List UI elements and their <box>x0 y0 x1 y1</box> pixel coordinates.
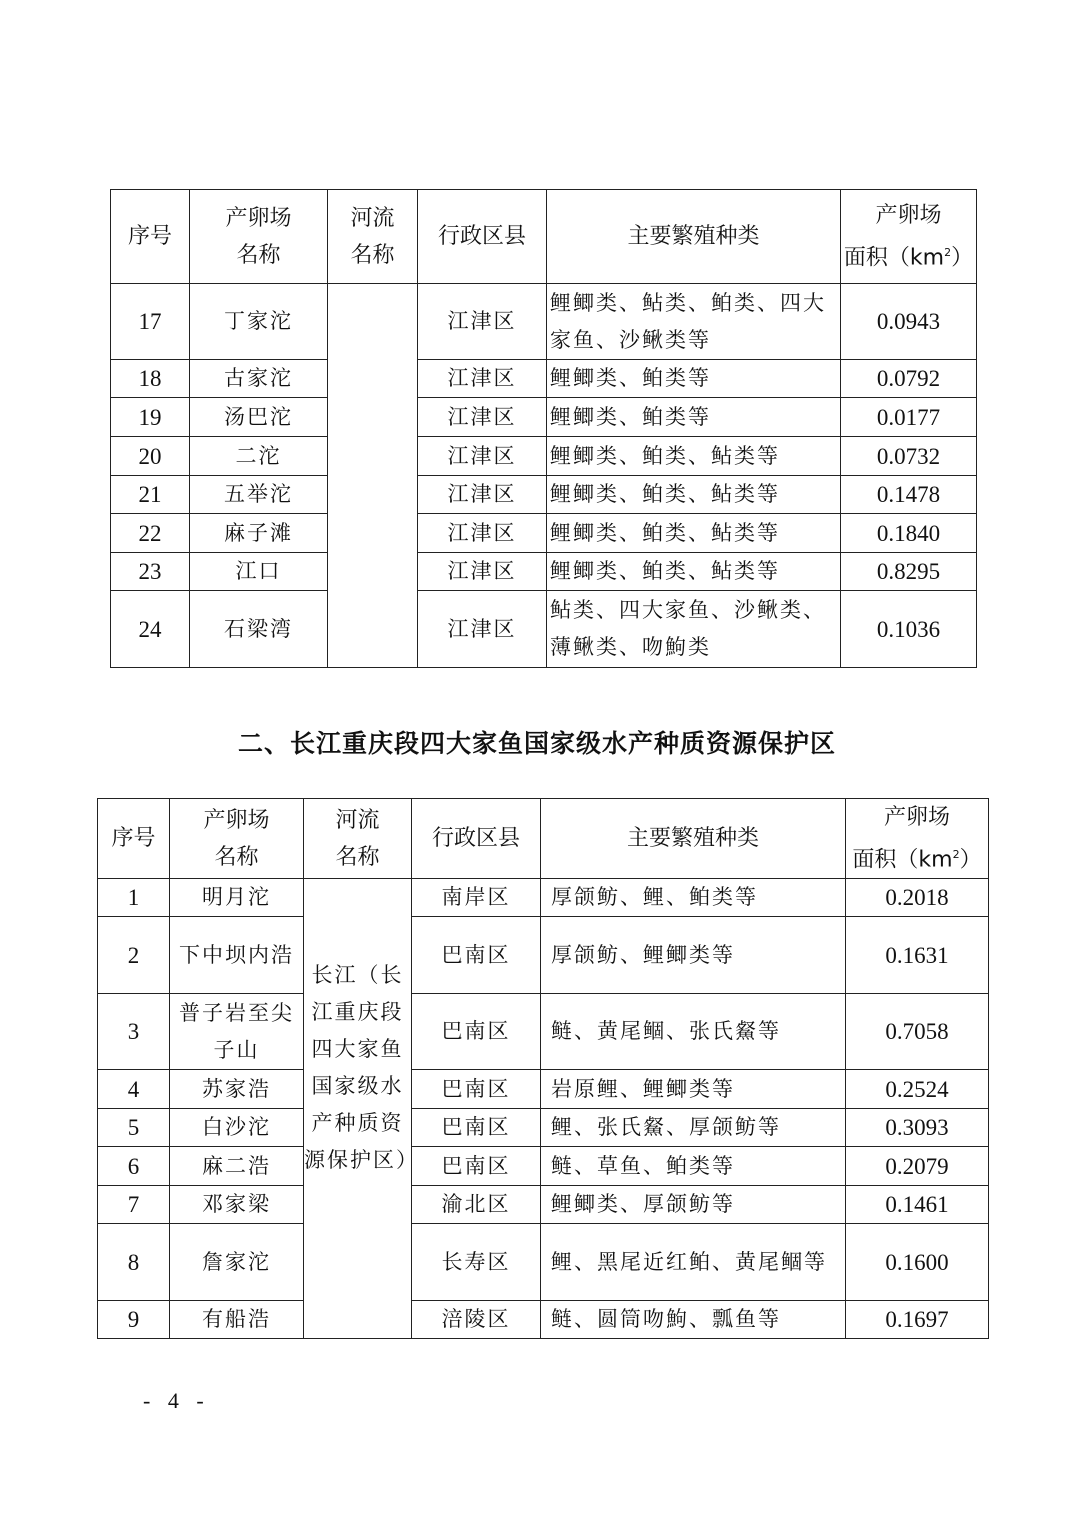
cell-species: 鲢、草鱼、鲌类等 <box>541 1147 846 1186</box>
cell-species: 鲤、张氏䱗、厚颌鲂等 <box>541 1109 846 1147</box>
cell-species: 鲤鲫类、鲌类、鲇类等 <box>547 476 841 514</box>
cell-river <box>328 284 418 668</box>
cell-river: 长江（长江重庆段四大家鱼国家级水产种质资源保护区） <box>304 879 412 1339</box>
header-area-sup: 2 <box>944 245 952 259</box>
cell-seq: 7 <box>98 1186 170 1224</box>
header-county: 行政区县 <box>418 190 547 284</box>
table-row <box>98 1186 989 1224</box>
cell-area: 0.1840 <box>841 514 977 553</box>
header-name <box>190 190 328 284</box>
cell-seq: 17 <box>111 284 190 360</box>
table-row <box>98 1224 989 1301</box>
header-seq: 序号 <box>98 799 170 879</box>
cell-seq: 23 <box>111 553 190 591</box>
header-area <box>846 799 989 879</box>
header-species: 主要繁殖种类 <box>541 799 846 879</box>
cell-county: 江津区 <box>418 553 547 591</box>
table-row <box>98 879 989 917</box>
spawning-ground-table-1 <box>110 189 977 668</box>
cell-area: 0.2079 <box>846 1147 989 1186</box>
table-row <box>98 1301 989 1339</box>
table-row <box>98 1147 989 1186</box>
cell-seq: 19 <box>111 398 190 437</box>
cell-name: 江口 <box>190 553 328 591</box>
cell-area: 0.1461 <box>846 1186 989 1224</box>
cell-county: 巴南区 <box>412 1070 541 1109</box>
table-row <box>98 917 989 994</box>
header-area-sup: 2 <box>952 848 960 861</box>
cell-seq: 22 <box>111 514 190 553</box>
cell-seq: 5 <box>98 1109 170 1147</box>
cell-name: 麻二浩 <box>170 1147 304 1186</box>
cell-species: 鲇类、四大家鱼、沙鳅类、薄鳅类、吻鮈类 <box>547 591 841 668</box>
header-name <box>170 799 304 879</box>
table-row <box>98 1070 989 1109</box>
table-row <box>111 437 977 476</box>
cell-seq: 20 <box>111 437 190 476</box>
table-row <box>98 1109 989 1147</box>
cell-area: 0.1600 <box>846 1224 989 1301</box>
cell-county: 巴南区 <box>412 1109 541 1147</box>
header-area <box>841 190 977 284</box>
cell-name: 苏家浩 <box>170 1070 304 1109</box>
table-row <box>111 398 977 437</box>
cell-area: 0.0943 <box>841 284 977 360</box>
table-row <box>98 994 989 1070</box>
header-river <box>328 190 418 284</box>
cell-seq: 21 <box>111 476 190 514</box>
cell-name: 麻子滩 <box>190 514 328 553</box>
cell-species: 厚颌鲂、鲤、鲌类等 <box>541 879 846 917</box>
header-name-line2: 名称 <box>236 242 281 268</box>
cell-species: 鲤鲫类、鲌类、鲇类等 <box>547 553 841 591</box>
page-number: - 4 - <box>143 1388 210 1413</box>
header-name-line2: 名称 <box>214 844 259 870</box>
cell-county: 渝北区 <box>412 1186 541 1224</box>
header-area-label: 面积（km <box>852 847 953 873</box>
cell-area: 0.8295 <box>841 553 977 591</box>
cell-name: 普子岩至尖子山 <box>170 994 304 1070</box>
cell-area: 0.1631 <box>846 917 989 994</box>
cell-species: 鲤鲫类、厚颌鲂等 <box>541 1186 846 1224</box>
table-header-row <box>111 190 977 284</box>
cell-seq: 24 <box>111 591 190 668</box>
spawning-ground-table-2 <box>97 798 989 1339</box>
cell-species: 岩原鲤、鲤鲫类等 <box>541 1070 846 1109</box>
cell-seq: 6 <box>98 1147 170 1186</box>
header-name-line1: 产卵场 <box>203 807 270 833</box>
section-title: 二、长江重庆段四大家鱼国家级水产种质资源保护区 <box>237 729 836 758</box>
table-row <box>111 360 977 398</box>
cell-county: 江津区 <box>418 398 547 437</box>
cell-seq: 2 <box>98 917 170 994</box>
cell-name: 古家沱 <box>190 360 328 398</box>
cell-county: 巴南区 <box>412 994 541 1070</box>
header-area-label: 面积（km <box>843 245 945 271</box>
cell-species: 鲤鲫类、鲌类等 <box>547 398 841 437</box>
header-area-line1: 产卵场 <box>875 202 942 228</box>
cell-county: 江津区 <box>418 437 547 476</box>
cell-name: 有船浩 <box>170 1301 304 1339</box>
header-county: 行政区县 <box>412 799 541 879</box>
table-row <box>111 284 977 360</box>
cell-county: 江津区 <box>418 360 547 398</box>
cell-area: 0.1478 <box>841 476 977 514</box>
table-row <box>111 591 977 668</box>
cell-name: 汤巴沱 <box>190 398 328 437</box>
cell-species: 鲤鲫类、鲌类、鲇类等 <box>547 437 841 476</box>
cell-name: 邓家梁 <box>170 1186 304 1224</box>
cell-seq: 8 <box>98 1224 170 1301</box>
cell-name: 白沙沱 <box>170 1109 304 1147</box>
cell-seq: 18 <box>111 360 190 398</box>
header-river-line2: 名称 <box>335 844 380 870</box>
cell-seq: 4 <box>98 1070 170 1109</box>
cell-name: 石梁湾 <box>190 591 328 668</box>
header-area-line2 <box>846 836 988 878</box>
cell-county: 江津区 <box>418 514 547 553</box>
header-seq: 序号 <box>111 190 190 284</box>
header-river-line1: 河流 <box>335 807 380 833</box>
cell-area: 0.3093 <box>846 1109 989 1147</box>
cell-seq: 1 <box>98 879 170 917</box>
table-row <box>111 476 977 514</box>
header-river <box>304 799 412 879</box>
table-row <box>111 514 977 553</box>
cell-area: 0.1036 <box>841 591 977 668</box>
cell-area: 0.2018 <box>846 879 989 917</box>
cell-species: 鲤鲫类、鲌类、鲇类等 <box>547 514 841 553</box>
header-name-line1: 产卵场 <box>225 205 292 231</box>
header-species: 主要繁殖种类 <box>547 190 841 284</box>
cell-species: 鲢、黄尾鲴、张氏䱗等 <box>541 994 846 1070</box>
header-area-line2 <box>841 234 976 276</box>
cell-area: 0.2524 <box>846 1070 989 1109</box>
cell-county: 江津区 <box>418 476 547 514</box>
cell-name: 詹家沱 <box>170 1224 304 1301</box>
cell-species: 鲤鲫类、鲌类等 <box>547 360 841 398</box>
cell-name: 下中坝内浩 <box>170 917 304 994</box>
cell-seq: 3 <box>98 994 170 1070</box>
cell-county: 长寿区 <box>412 1224 541 1301</box>
cell-name: 明月沱 <box>170 879 304 917</box>
cell-county: 巴南区 <box>412 917 541 994</box>
cell-area: 0.1697 <box>846 1301 989 1339</box>
table-header-row <box>98 799 989 879</box>
cell-seq: 9 <box>98 1301 170 1339</box>
cell-species: 厚颌鲂、鲤鲫类等 <box>541 917 846 994</box>
cell-area: 0.0177 <box>841 398 977 437</box>
cell-area: 0.0792 <box>841 360 977 398</box>
header-area-line1: 产卵场 <box>883 805 950 830</box>
table-row <box>111 553 977 591</box>
header-area-close: ） <box>951 245 974 271</box>
cell-species: 鲢、圆筒吻鮈、瓢鱼等 <box>541 1301 846 1339</box>
cell-county: 巴南区 <box>412 1147 541 1186</box>
cell-species: 鲤、黑尾近红鲌、黄尾鲴等 <box>541 1224 846 1301</box>
cell-name: 二沱 <box>190 437 328 476</box>
cell-name: 五举沱 <box>190 476 328 514</box>
cell-county: 江津区 <box>418 591 547 668</box>
header-river-line2: 名称 <box>350 242 395 268</box>
cell-species: 鲤鲫类、鲇类、鲌类、四大家鱼、沙鳅类等 <box>547 284 841 360</box>
cell-area: 0.7058 <box>846 994 989 1070</box>
cell-area: 0.0732 <box>841 437 977 476</box>
cell-county: 涪陵区 <box>412 1301 541 1339</box>
cell-county: 南岸区 <box>412 879 541 917</box>
cell-name: 丁家沱 <box>190 284 328 360</box>
header-river-line1: 河流 <box>350 205 395 231</box>
cell-county: 江津区 <box>418 284 547 360</box>
header-area-close: ） <box>959 847 982 873</box>
